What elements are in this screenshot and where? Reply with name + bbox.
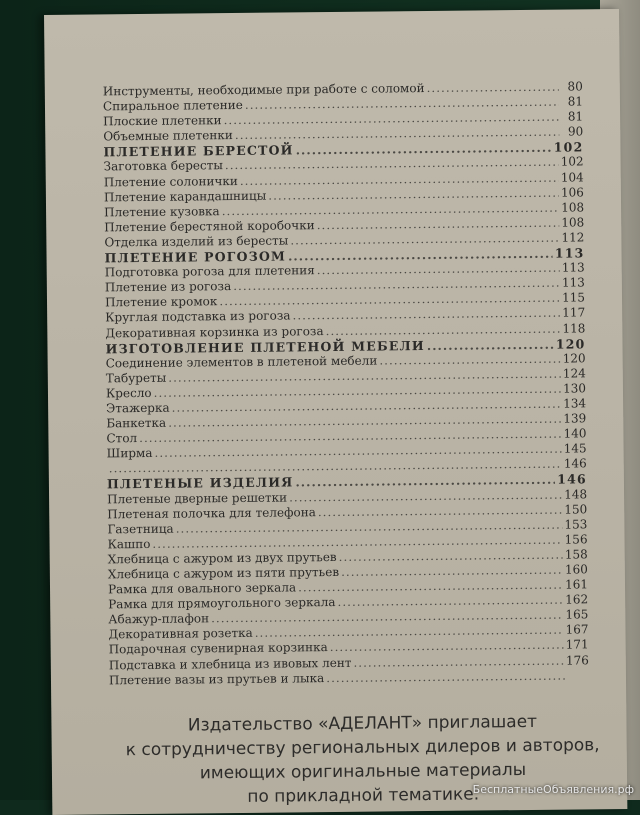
toc-entry-title: Плетение из рогоза — [105, 279, 231, 295]
toc-entry-title: Абажур-плафон — [108, 612, 209, 628]
toc-page-number: 81 — [561, 110, 583, 125]
toc-entry-title: Хлебница с ажуром из двух прутьев — [108, 550, 337, 567]
publisher-notice-line-4: по прикладной тематике. — [98, 781, 628, 811]
toc-page-number: 108 — [561, 200, 584, 215]
toc-entry-title: Рамка для овального зеркала — [108, 580, 296, 597]
toc-page-number: 139 — [563, 411, 586, 426]
toc-page-number: 81 — [561, 94, 583, 109]
toc-page-number: 90 — [561, 125, 583, 140]
toc-entry-title: Плетеные дверные решетки — [107, 490, 287, 507]
publisher-notice-line-3: имеющих оригинальные материалы — [98, 757, 628, 787]
toc-page-number: 160 — [565, 562, 588, 577]
toc-entry-title: Табуреты — [106, 371, 167, 387]
toc-entry-title: Плетение берестяной коробочки — [104, 218, 315, 235]
toc-page-number: 115 — [562, 291, 585, 306]
toc-entry-title: Ширма — [107, 446, 153, 461]
toc-page-number: 118 — [562, 321, 585, 336]
toc-page-number: 102 — [561, 155, 584, 170]
toc-page-number: 148 — [564, 487, 587, 502]
toc-page-number: 156 — [565, 532, 588, 547]
toc-page-number: 106 — [561, 185, 584, 200]
toc-page-number: 108 — [561, 215, 584, 230]
toc-page-number: 165 — [565, 608, 588, 623]
toc-page-number: 113 — [562, 276, 585, 291]
watermark: БесплатныеОбъявления.рф — [473, 783, 634, 796]
toc-entry-title: ПЛЕТЕНЫЕ ИЗДЕЛИЯ — [107, 475, 294, 492]
toc-entry-title: Подготовка рогоза для плетения — [105, 263, 315, 280]
toc-page-number: 171 — [566, 638, 589, 653]
toc-entry-title: Инструменты, необходимые при работе с соломой — [103, 81, 425, 99]
toc-entry-title: Плетеная полочка для телефона — [107, 505, 316, 522]
toc-entry-title: Плоские плетенки — [103, 113, 222, 129]
toc-page-number: 162 — [565, 593, 588, 608]
toc-page-number: 80 — [561, 79, 583, 94]
toc-page-number: 112 — [561, 230, 584, 245]
toc-page-number: 113 — [562, 260, 585, 275]
toc-page-number: 120 — [556, 336, 586, 351]
table-of-contents — [103, 79, 589, 688]
toc-entry-title: Плетение кузовка — [104, 204, 220, 220]
toc-page-number: 117 — [562, 306, 585, 321]
toc-page-number: 120 — [563, 351, 586, 366]
toc-page-number: 145 — [564, 442, 587, 457]
toc-entry-title: Соединение элементов в плетеной мебели — [106, 353, 378, 371]
toc-page-number: 167 — [566, 623, 589, 638]
toc-entry-title: Кресло — [106, 386, 152, 401]
toc-entry-title: Стол — [106, 431, 137, 446]
dot-leader — [326, 668, 565, 685]
toc-page-number: 140 — [563, 427, 586, 442]
toc-entry-title: Плетение карандашницы — [104, 188, 266, 205]
toc-entry-title: Хлебница с ажуром из пяти прутьев — [108, 565, 339, 582]
toc-entry-title: Рамка для прямоугольного зеркала — [108, 595, 335, 612]
toc-entry-title: Круглая подставка из рогоза — [105, 309, 290, 326]
toc-page-number: 130 — [563, 381, 586, 396]
toc-entry-title: Спиральное плетение — [103, 98, 243, 114]
toc-entry-title: Плетение кромок — [105, 295, 217, 311]
toc-page-number: 153 — [564, 517, 587, 532]
toc-entry-title: Плетение солонички — [104, 174, 238, 190]
dot-leader — [427, 336, 554, 352]
toc-entry-title: Банкетка — [106, 416, 166, 432]
toc-entry-title: Объемные плетенки — [103, 128, 233, 144]
toc-page-number: 104 — [561, 170, 584, 185]
dot-leader — [426, 80, 558, 96]
toc-page-number: 146 — [564, 457, 587, 472]
toc-page-number: 150 — [564, 502, 587, 517]
toc-entry-title: Декоративная корзинка из рогоза — [105, 324, 323, 341]
toc-entry-title: Плетение вазы из прутьев и лыка — [109, 671, 324, 688]
toc-page-number: 176 — [566, 653, 589, 668]
toc-page-number: 102 — [554, 140, 584, 155]
toc-entry-title: ПЛЕТЕНИЕ БЕРЕСТОЙ — [103, 143, 293, 160]
toc-entry-title: Отделка изделий из бересты — [104, 233, 288, 250]
toc-entry-title: Подарочная сувенирная корзинка — [109, 641, 328, 658]
toc-page-number: 124 — [563, 366, 586, 381]
dot-leader — [379, 351, 561, 368]
toc-entry-title: ИЗГОТОВЛЕНИЕ ПЛЕТЕНОЙ МЕБЕЛИ — [105, 338, 424, 356]
toc-page-number: 161 — [565, 577, 588, 592]
toc-page-number: 158 — [565, 547, 588, 562]
toc-entry-title: Кашпо — [107, 537, 150, 552]
publisher-notice-line-2: к сотрудничеству региональных дилеров и авторов, — [98, 733, 628, 763]
toc-page-number: 113 — [555, 245, 585, 260]
toc-entry-title: Заготовка бересты — [104, 159, 223, 175]
toc-entry-title: ПЛЕТЕНИЕ РОГОЗОМ — [104, 249, 286, 266]
toc-entry-title: Декоративная розетка — [108, 626, 252, 643]
toc-entry-title: Подставка и хлебница из ивовых лент — [109, 655, 352, 673]
toc-page-number: 146 — [557, 472, 587, 487]
publisher-notice-line-1: Издательство «АДЕЛАНТ» приглашает — [97, 709, 627, 739]
toc-page-number: 134 — [563, 396, 586, 411]
toc-entry-title: Газетница — [107, 521, 173, 537]
toc-entry-title: Этажерка — [106, 401, 170, 417]
book-page — [44, 9, 627, 815]
